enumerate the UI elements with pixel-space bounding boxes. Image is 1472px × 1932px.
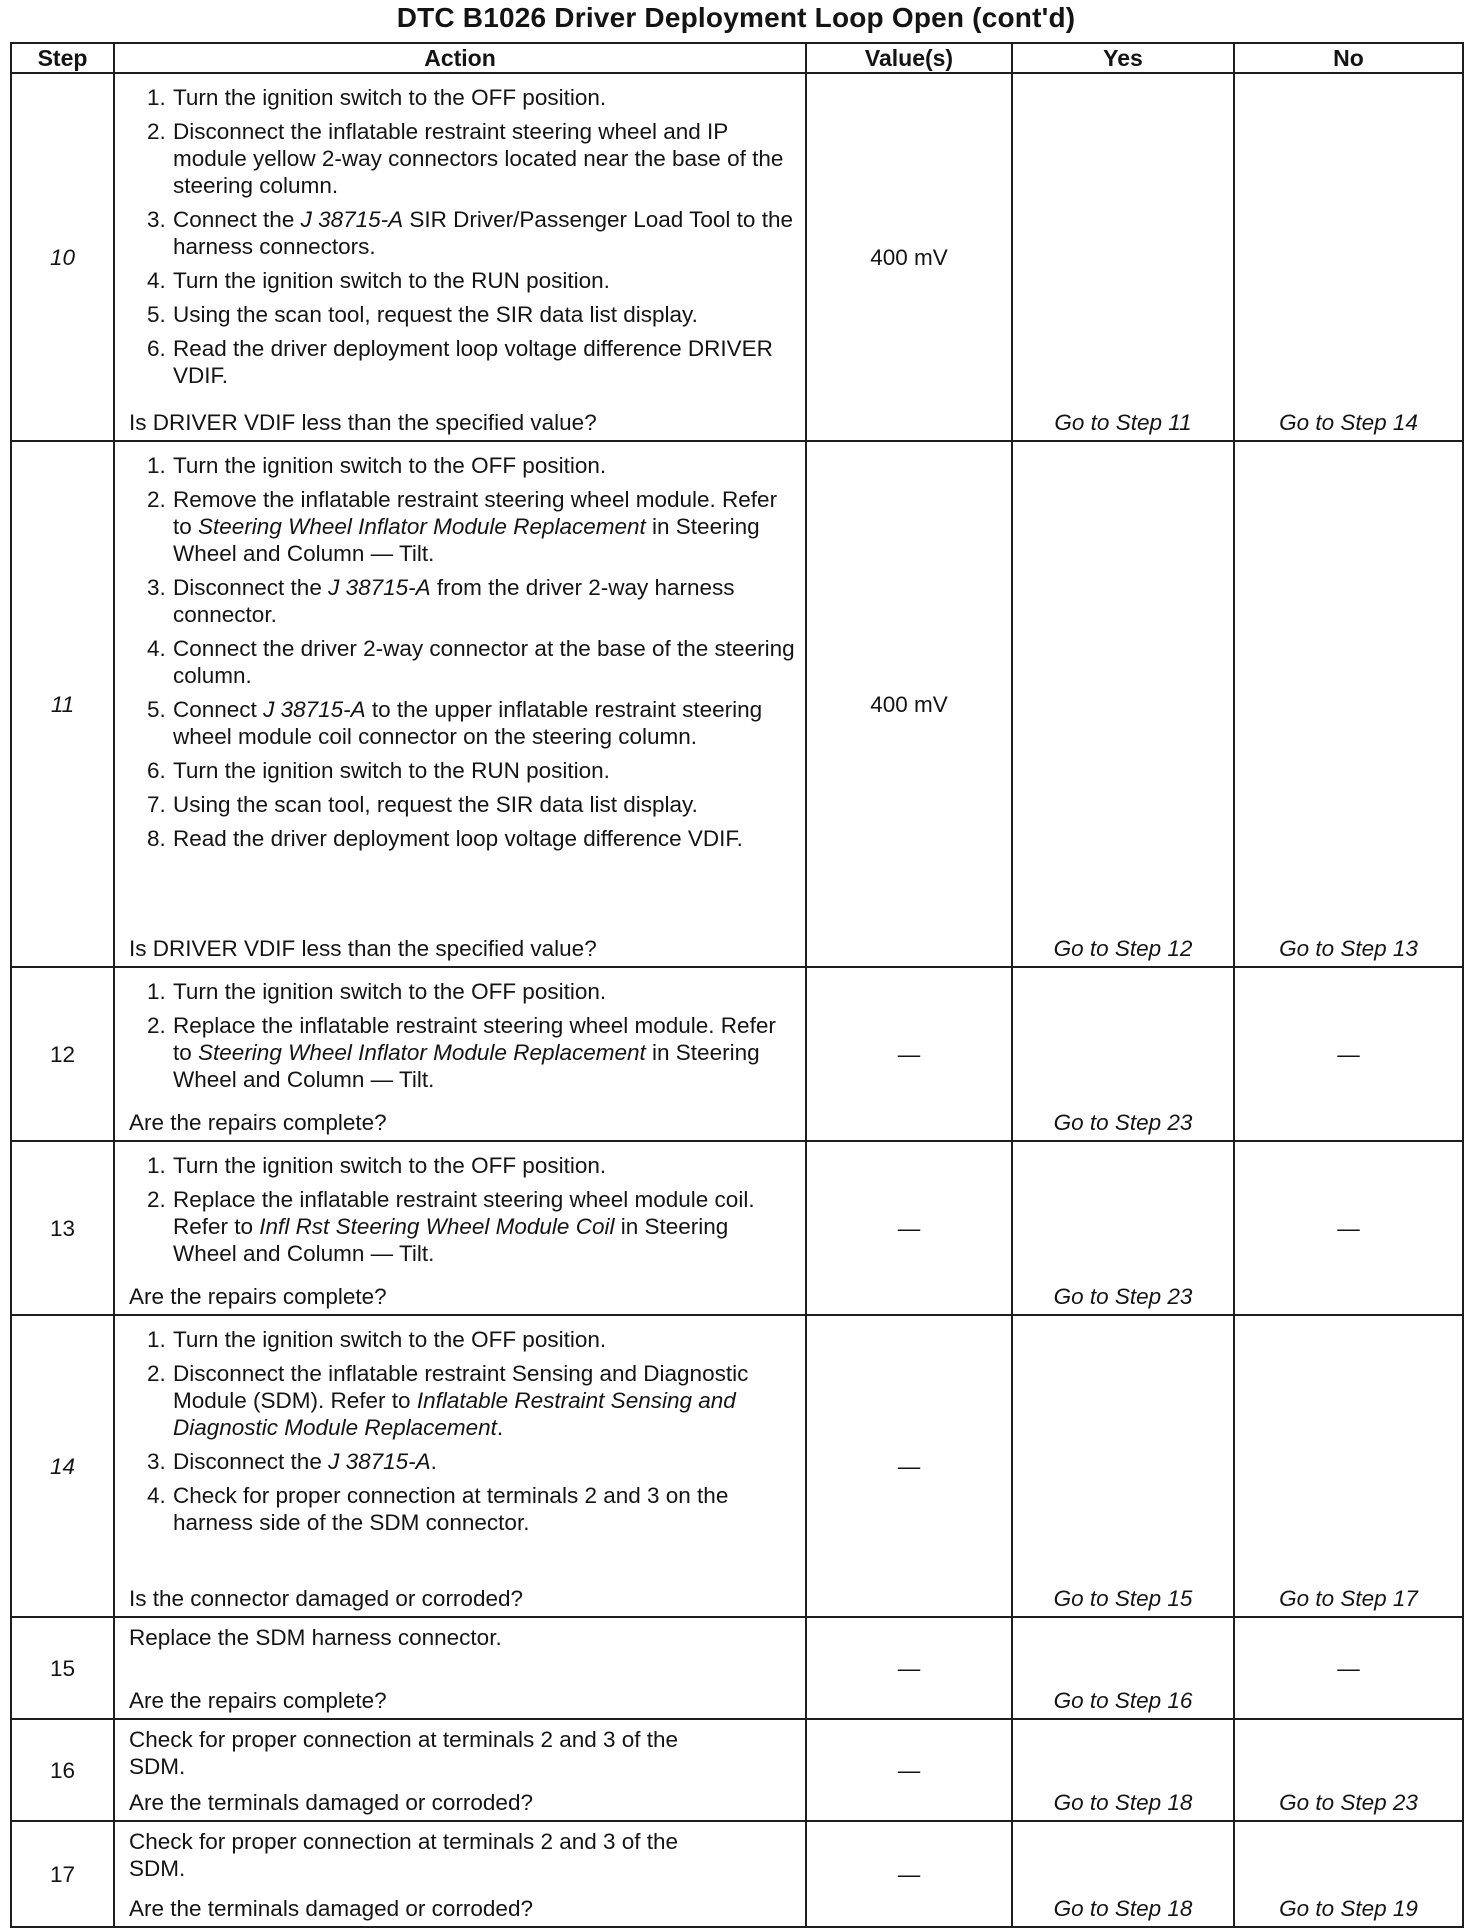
yes-goto: Go to Step 23 bbox=[1053, 1284, 1193, 1309]
table-row bbox=[11, 967, 1463, 1141]
table-row bbox=[11, 1719, 1463, 1821]
step-text: Turn the ignition switch to the OFF position. bbox=[173, 979, 607, 1004]
step-index: 2. bbox=[147, 1013, 166, 1038]
yes-goto: Go to Step 18 bbox=[1053, 1896, 1193, 1921]
action-step bbox=[129, 118, 795, 199]
no-goto: Go to Step 17 bbox=[1279, 1586, 1418, 1611]
step-text: Read the driver deployment loop voltage difference DRIVER VDIF. bbox=[173, 336, 773, 388]
step-text: Connect J 38715-A to the upper inflatable restraint steering wheel module coil connector on the steering column. bbox=[173, 697, 763, 749]
yes-goto: Go to Step 23 bbox=[1053, 1110, 1193, 1135]
value-cell: — bbox=[806, 1719, 1012, 1821]
header-row bbox=[11, 43, 1463, 73]
action-text: Check for proper connection at terminals 2 and 3 of the SDM. bbox=[129, 1727, 679, 1779]
question: Are the terminals damaged or corroded? bbox=[129, 1896, 533, 1921]
action-step bbox=[129, 452, 795, 479]
action-cell bbox=[114, 441, 806, 967]
no-cell bbox=[1234, 1315, 1463, 1617]
yes-cell bbox=[1012, 1141, 1234, 1315]
value-cell: — bbox=[806, 967, 1012, 1141]
no-cell: — bbox=[1234, 1141, 1463, 1315]
action-text: Check for proper connection at terminals 2 and 3 of the SDM. bbox=[129, 1829, 679, 1881]
action-step bbox=[129, 574, 795, 628]
table-row bbox=[11, 1315, 1463, 1617]
action-step bbox=[129, 978, 795, 1005]
value-cell: — bbox=[806, 1617, 1012, 1719]
step-text: Connect the driver 2-way connector at the base of the steering column. bbox=[173, 636, 795, 688]
step-index: 2. bbox=[147, 119, 166, 144]
no-cell: — bbox=[1234, 967, 1463, 1141]
action-steps bbox=[129, 978, 795, 1093]
question: Is the connector damaged or corroded? bbox=[129, 1586, 523, 1611]
step-text: Using the scan tool, request the SIR data list display. bbox=[173, 792, 698, 817]
step-index: 3. bbox=[147, 1449, 166, 1474]
action-steps bbox=[129, 452, 795, 852]
no-goto: Go to Step 13 bbox=[1279, 936, 1418, 961]
step-number: 16 bbox=[11, 1719, 114, 1821]
question: Are the repairs complete? bbox=[129, 1110, 387, 1135]
yes-cell bbox=[1012, 1617, 1234, 1719]
diagnostic-table bbox=[10, 42, 1464, 1928]
step-index: 1. bbox=[147, 85, 166, 110]
no-cell bbox=[1234, 1719, 1463, 1821]
no-cell bbox=[1234, 1821, 1463, 1927]
yes-goto: Go to Step 18 bbox=[1053, 1790, 1193, 1815]
step-index: 3. bbox=[147, 575, 166, 600]
value-cell: 400 mV bbox=[806, 441, 1012, 967]
question: Are the repairs complete? bbox=[129, 1284, 387, 1309]
action-step bbox=[129, 267, 795, 294]
action-text: Replace the SDM harness connector. bbox=[129, 1625, 502, 1650]
action-step bbox=[129, 1360, 795, 1441]
step-number: 17 bbox=[11, 1821, 114, 1927]
step-index: 7. bbox=[147, 792, 166, 817]
step-text: Turn the ignition switch to the OFF position. bbox=[173, 1327, 607, 1352]
action-step bbox=[129, 1186, 795, 1267]
step-text: Turn the ignition switch to the RUN position. bbox=[173, 758, 610, 783]
yes-cell bbox=[1012, 967, 1234, 1141]
step-text: Replace the inflatable restraint steering wheel module. Refer to Steering Wheel Inflator Module Replacement in Steering Wheel and Column — Tilt. bbox=[173, 1013, 776, 1092]
step-index: 4. bbox=[147, 636, 166, 661]
step-index: 4. bbox=[147, 268, 166, 293]
action-step bbox=[129, 301, 795, 328]
page-title: DTC B1026 Driver Deployment Loop Open (cont'd) bbox=[396, 2, 1076, 33]
yes-cell bbox=[1012, 1719, 1234, 1821]
no-cell bbox=[1234, 73, 1463, 441]
header-yes: Yes bbox=[1012, 43, 1234, 73]
step-text: Remove the inflatable restraint steering wheel module. Refer to Steering Wheel Inflator Module Replacement in Steering Wheel and Column — Tilt. bbox=[173, 487, 778, 566]
action-cell bbox=[114, 73, 806, 441]
yes-cell bbox=[1012, 441, 1234, 967]
step-text: Using the scan tool, request the SIR data list display. bbox=[173, 302, 698, 327]
action-step bbox=[129, 635, 795, 689]
no-goto: Go to Step 14 bbox=[1279, 410, 1418, 435]
action-step bbox=[129, 1482, 795, 1536]
action-cell bbox=[114, 1617, 806, 1719]
yes-goto: Go to Step 15 bbox=[1053, 1586, 1193, 1611]
question: Are the terminals damaged or corroded? bbox=[129, 1790, 533, 1815]
yes-goto: Go to Step 11 bbox=[1054, 410, 1192, 435]
header-no: No bbox=[1234, 43, 1463, 73]
step-text: Connect the J 38715-A SIR Driver/Passenger Load Tool to the harness connectors. bbox=[173, 207, 793, 259]
header-values: Value(s) bbox=[806, 43, 1012, 73]
action-cell bbox=[114, 1141, 806, 1315]
step-index: 2. bbox=[147, 1187, 166, 1212]
step-number: 15 bbox=[11, 1617, 114, 1719]
step-text: Turn the ignition switch to the OFF position. bbox=[173, 453, 607, 478]
step-text: Disconnect the J 38715-A. bbox=[173, 1449, 437, 1474]
step-text: Disconnect the inflatable restraint steering wheel and IP module yellow 2-way connectors located near the base of the steering column. bbox=[173, 119, 784, 198]
step-text: Check for proper connection at terminals 2 and 3 on the harness side of the SDM connector. bbox=[173, 1483, 729, 1535]
step-number: 12 bbox=[11, 967, 114, 1141]
action-step bbox=[129, 1448, 795, 1475]
action-cell bbox=[114, 1821, 806, 1927]
yes-goto: Go to Step 12 bbox=[1053, 936, 1193, 961]
action-step bbox=[129, 84, 795, 111]
step-number: 13 bbox=[11, 1141, 114, 1315]
step-index: 6. bbox=[147, 758, 166, 783]
yes-cell bbox=[1012, 1821, 1234, 1927]
step-index: 8. bbox=[147, 826, 166, 851]
step-number: 10 bbox=[11, 73, 114, 441]
step-index: 1. bbox=[147, 979, 166, 1004]
action-steps bbox=[129, 84, 795, 389]
step-index: 4. bbox=[147, 1483, 166, 1508]
no-cell: — bbox=[1234, 1617, 1463, 1719]
step-text: Replace the inflatable restraint steering wheel module coil. Refer to Infl Rst Steering Wheel Module Coil in Steering Wheel and Column — Tilt. bbox=[173, 1187, 755, 1266]
step-text: Disconnect the J 38715-A from the driver 2-way harness connector. bbox=[173, 575, 735, 627]
action-step bbox=[129, 486, 795, 567]
action-steps bbox=[129, 1152, 795, 1267]
step-number: 14 bbox=[11, 1315, 114, 1617]
step-index: 1. bbox=[147, 1153, 166, 1178]
step-index: 5. bbox=[147, 697, 166, 722]
step-text: Turn the ignition switch to the RUN position. bbox=[173, 268, 610, 293]
table-row bbox=[11, 1617, 1463, 1719]
step-text: Disconnect the inflatable restraint Sensing and Diagnostic Module (SDM). Refer to Inflatable Restraint Sensing and Diagnostic Module Replacement. bbox=[173, 1361, 749, 1440]
step-index: 6. bbox=[147, 336, 166, 361]
value-cell: — bbox=[806, 1315, 1012, 1617]
header-step: Step bbox=[11, 43, 114, 73]
yes-cell bbox=[1012, 1315, 1234, 1617]
action-step bbox=[129, 206, 795, 260]
action-step bbox=[129, 335, 795, 389]
no-cell bbox=[1234, 441, 1463, 967]
action-step bbox=[129, 1152, 795, 1179]
step-index: 3. bbox=[147, 207, 166, 232]
action-step bbox=[129, 696, 795, 750]
step-number: 11 bbox=[11, 441, 114, 967]
action-step bbox=[129, 825, 795, 852]
step-text: Read the driver deployment loop voltage difference VDIF. bbox=[173, 826, 743, 851]
action-step bbox=[129, 1326, 795, 1353]
action-cell bbox=[114, 1719, 806, 1821]
step-text: Turn the ignition switch to the OFF position. bbox=[173, 85, 607, 110]
question: Is DRIVER VDIF less than the specified value? bbox=[129, 410, 597, 435]
action-step bbox=[129, 1012, 795, 1093]
step-text: Turn the ignition switch to the OFF position. bbox=[173, 1153, 607, 1178]
table-row bbox=[11, 1821, 1463, 1927]
step-index: 5. bbox=[147, 302, 166, 327]
no-goto: Go to Step 19 bbox=[1279, 1896, 1418, 1921]
table-row bbox=[11, 73, 1463, 441]
value-cell: — bbox=[806, 1821, 1012, 1927]
step-index: 1. bbox=[147, 1327, 166, 1352]
step-index: 2. bbox=[147, 1361, 166, 1386]
action-steps bbox=[129, 1326, 795, 1536]
step-index: 1. bbox=[147, 453, 166, 478]
header-action: Action bbox=[114, 43, 806, 73]
table-row bbox=[11, 441, 1463, 967]
action-cell bbox=[114, 967, 806, 1141]
yes-cell bbox=[1012, 73, 1234, 441]
value-cell: 400 mV bbox=[806, 73, 1012, 441]
yes-goto: Go to Step 16 bbox=[1053, 1688, 1193, 1713]
table-row bbox=[11, 1141, 1463, 1315]
action-step bbox=[129, 791, 795, 818]
action-step bbox=[129, 757, 795, 784]
no-goto: Go to Step 23 bbox=[1279, 1790, 1418, 1815]
action-cell bbox=[114, 1315, 806, 1617]
question: Are the repairs complete? bbox=[129, 1688, 387, 1713]
question: Is DRIVER VDIF less than the specified value? bbox=[129, 936, 597, 961]
step-index: 2. bbox=[147, 487, 166, 512]
value-cell: — bbox=[806, 1141, 1012, 1315]
